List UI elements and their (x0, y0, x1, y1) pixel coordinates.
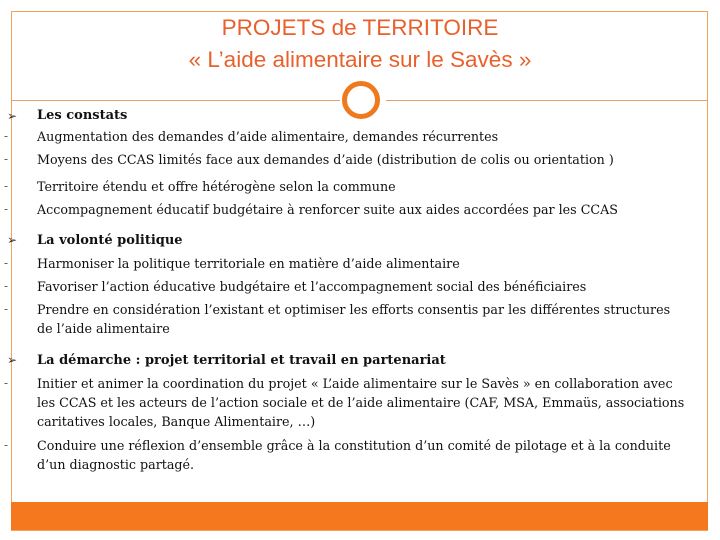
list-item: Augmentation des demandes d’aide alimentaire, demandes récurrentes (37, 129, 499, 144)
dash-bullet-icon: - (4, 302, 9, 316)
list-item: Moyens des CCAS limités face aux demandes d’aide (distribution de colis ou orientation ) (37, 152, 614, 167)
section-heading: La volonté politique (37, 233, 183, 248)
list-item: Prendre en considération l’existant et optimiser les efforts consentis par les différentes structures (37, 302, 671, 317)
dash-bullet-icon: - (4, 279, 9, 293)
list-item: Favoriser l’action éducative budgétaire et l’accompagnement social des bénéficiaires (37, 279, 587, 294)
dash-bullet-icon: - (4, 202, 9, 216)
list-item-continuation: caritatives locales, Banque Alimentaire, …) (37, 414, 316, 429)
arrow-bullet-icon: ➢ (7, 353, 18, 367)
arrow-bullet-icon: ➢ (7, 233, 18, 247)
list-item-continuation: d’un diagnostic partagé. (37, 457, 195, 472)
title-line-2: « L’aide alimentaire sur le Savès » (188, 47, 532, 72)
list-item-continuation: les CCAS et les acteurs de l’action sociale et de l’aide alimentaire (CAF, MSA, Emmaüs, associations (37, 395, 685, 410)
title-line-1: PROJETS de TERRITOIRE (221, 15, 499, 40)
dash-bullet-icon: - (4, 179, 9, 193)
list-item: Harmoniser la politique territoriale en matière d’aide alimentaire (37, 256, 460, 271)
dash-bullet-icon: - (4, 438, 9, 452)
list-item: Territoire étendu et offre hétérogène selon la commune (37, 179, 396, 194)
dash-bullet-icon: - (4, 376, 9, 390)
list-item-continuation: de l’aide alimentaire (37, 321, 170, 336)
section-heading: La démarche : projet territorial et travail en partenariat (37, 353, 446, 368)
section-heading: Les constats (37, 108, 128, 123)
list-item: Initier et animer la coordination du projet « L’aide alimentaire sur le Savès » en collaboration avec (37, 376, 673, 391)
dash-bullet-icon: - (4, 152, 9, 166)
dash-bullet-icon: - (4, 129, 9, 143)
list-item: Conduire une réflexion d’ensemble grâce à la constitution d’un comité de pilotage et à la conduite (37, 438, 671, 453)
arrow-bullet-icon: ➢ (7, 109, 18, 123)
footer-bar (11, 502, 708, 530)
dash-bullet-icon: - (4, 256, 9, 270)
list-item: Accompagnement éducatif budgétaire à renforcer suite aux aides accordées par les CCAS (37, 202, 618, 217)
